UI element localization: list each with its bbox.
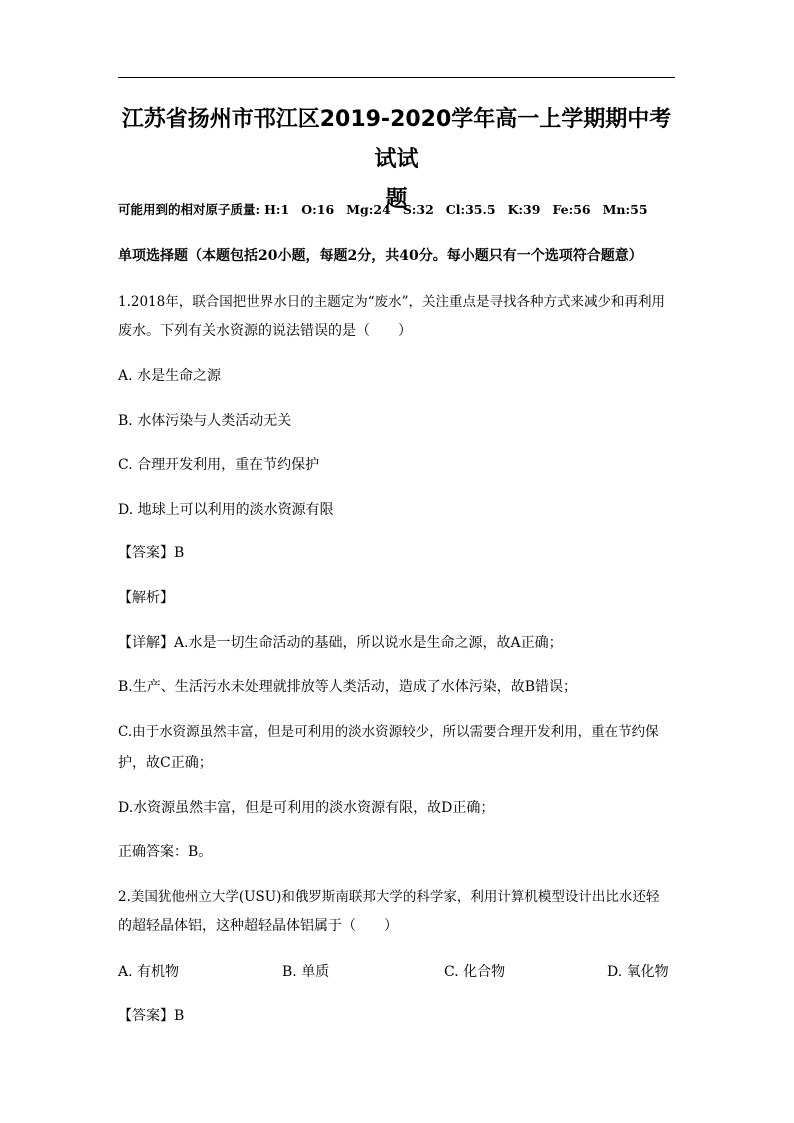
q1-detail-d: D.水资源虽然丰富，但是可利用的淡水资源有限，故D正确； bbox=[118, 800, 495, 816]
q1-detail-a: 【详解】A.水是一切生命活动的基础，所以说水是生命之源，故A正确； bbox=[118, 635, 563, 651]
q1-option-d: D. 地球上可以利用的淡水资源有限 bbox=[118, 502, 334, 518]
atomic-mass-item: O:16 bbox=[301, 202, 335, 217]
q1-option-a: A. 水是生命之源 bbox=[118, 368, 222, 384]
q1-option-b: B. 水体污染与人类活动无关 bbox=[118, 413, 292, 429]
q2-option-b: B. 单质 bbox=[282, 964, 330, 980]
title-line-1: 江苏省扬州市邗江区2019-2020学年高一上学期期中考试试 bbox=[121, 107, 672, 172]
q2-option-a: A. 有机物 bbox=[118, 964, 180, 980]
q1-option-c: C. 合理开发利用，重在节约保护 bbox=[118, 457, 320, 473]
q2-option-c: C. 化合物 bbox=[444, 964, 506, 980]
atomic-mass-item: Mg:24 bbox=[346, 202, 391, 217]
atomic-mass-item: K:39 bbox=[507, 202, 541, 217]
atomic-mass-line bbox=[118, 200, 660, 218]
q2-stem-line-1: 2.美国犹他州立大学(USU)和俄罗斯南联邦大学的科学家，利用计算机模型设计出比水还轻 bbox=[118, 889, 660, 905]
q1-answer: 【答案】B bbox=[118, 545, 185, 561]
q2-answer: 【答案】B bbox=[118, 1008, 185, 1024]
q1-correct-answer: 正确答案：B。 bbox=[118, 844, 213, 860]
atomic-mass-item: Cl:35.5 bbox=[445, 202, 496, 217]
section-heading: 单项选择题（本题包括20小题，每题2分，共40分。每小题只有一个选项符合题意） bbox=[118, 248, 643, 264]
q1-detail-c-line-1: C.由于水资源虽然丰富，但是可利用的淡水资源较少，所以需要合理开发利用，重在节约保 bbox=[118, 724, 659, 740]
q2-option-d: D. 氧化物 bbox=[607, 964, 669, 980]
q1-stem-line-2: 废水。下列有关水资源的说法错误的是（ ） bbox=[118, 323, 412, 339]
q1-stem-line-1: 1.2018年，联合国把世界水日的主题定为“废水”，关注重点是寻找各种方式来减少和再利用 bbox=[118, 294, 666, 310]
title-line-2: 题 bbox=[385, 187, 408, 212]
atomic-mass-item: Fe:56 bbox=[552, 202, 591, 217]
atomic-mass-item: Mn:55 bbox=[602, 202, 648, 217]
q1-detail-b: B.生产、生活污水未处理就排放等人类活动，造成了水体污染，故B错误； bbox=[118, 679, 578, 695]
atomic-mass-item: H:1 bbox=[264, 202, 290, 217]
q1-analysis-label: 【解析】 bbox=[118, 590, 174, 606]
atomic-mass-item: S:32 bbox=[402, 202, 434, 217]
atomic-mass-label: 可能用到的相对原子质量: bbox=[118, 202, 261, 217]
q1-detail-c-line-2: 护，故C正确； bbox=[118, 755, 213, 771]
header-rule bbox=[118, 77, 675, 78]
q2-stem-line-2: 的超轻晶体铝，这种超轻晶体铝属于（ ） bbox=[118, 918, 398, 934]
